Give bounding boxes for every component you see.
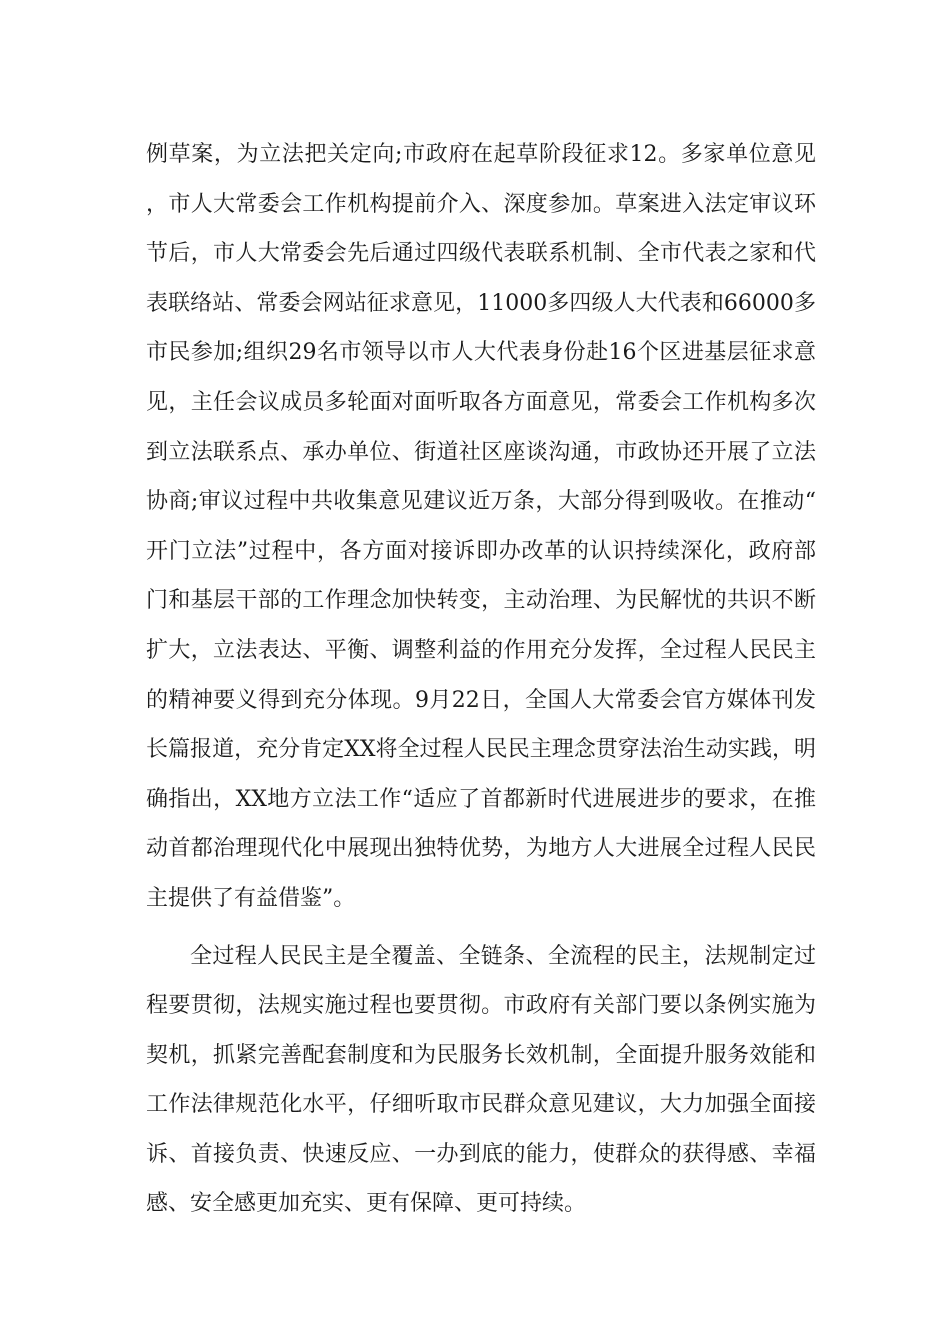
paragraph-2: 全过程人民民主是全覆盖、全链条、全流程的民主，法规制定过程要贯彻，法规实施过程也要贯彻。市政府有关部门要以条例实施为契机，抓紧完善配套制度和为民服务长效机制，全面提升服务效能和工作法律规范化水平，仔细听取市民群众意见建议，大力加强全面接诉、首接负责、快速反应、一办到底的能力，使群众的获得感、幸福感、安全感更加充实、更有保障、更可持续。 bbox=[146, 943, 816, 1217]
paragraph-1: 例草案，为立法把关定向;市政府在起草阶段征求12。多家单位意见，市人大常委会工作机构提前介入、深度参加。草案进入法定审议环节后，市人大常委会先后通过四级代表联系机制、全市代表之家和代表联络站、常委会网站征求意见，11000多四级人大代表和66000多市民参加;组织29名市领导以市人大代表身份赴16个区进基层征求意见，主任会议成员多轮面对面听取各方面意见，常委会工作机构多次到立法联系点、承办单位、街道社区座谈沟通，市政协还开展了立法协商;审议过程中共收集意见建议近万条，大部分得到吸收。在推动“开门立法”过程中，各方面对接诉即办改革的认识持续深化，政府部门和基层干部的工作理念加快转变，主动治理、为民解忧的共识不断扩大，立法表达、平衡、调整利益的作用充分发挥，全过程人民民主的精神要义得到充分体现。9月22日，全国人大常委会官方媒体刊发长篇报道，充分肯定XX将全过程人民民主理念贯穿法治生动实践，明确指出，XX地方立法工作“适应了首都新时代进展进步的要求，在推动首都治理现代化中展现出独特优势，为地方人大进展全过程人民民主提供了有益借鉴”。 bbox=[146, 142, 816, 911]
document-body bbox=[146, 130, 816, 1229]
